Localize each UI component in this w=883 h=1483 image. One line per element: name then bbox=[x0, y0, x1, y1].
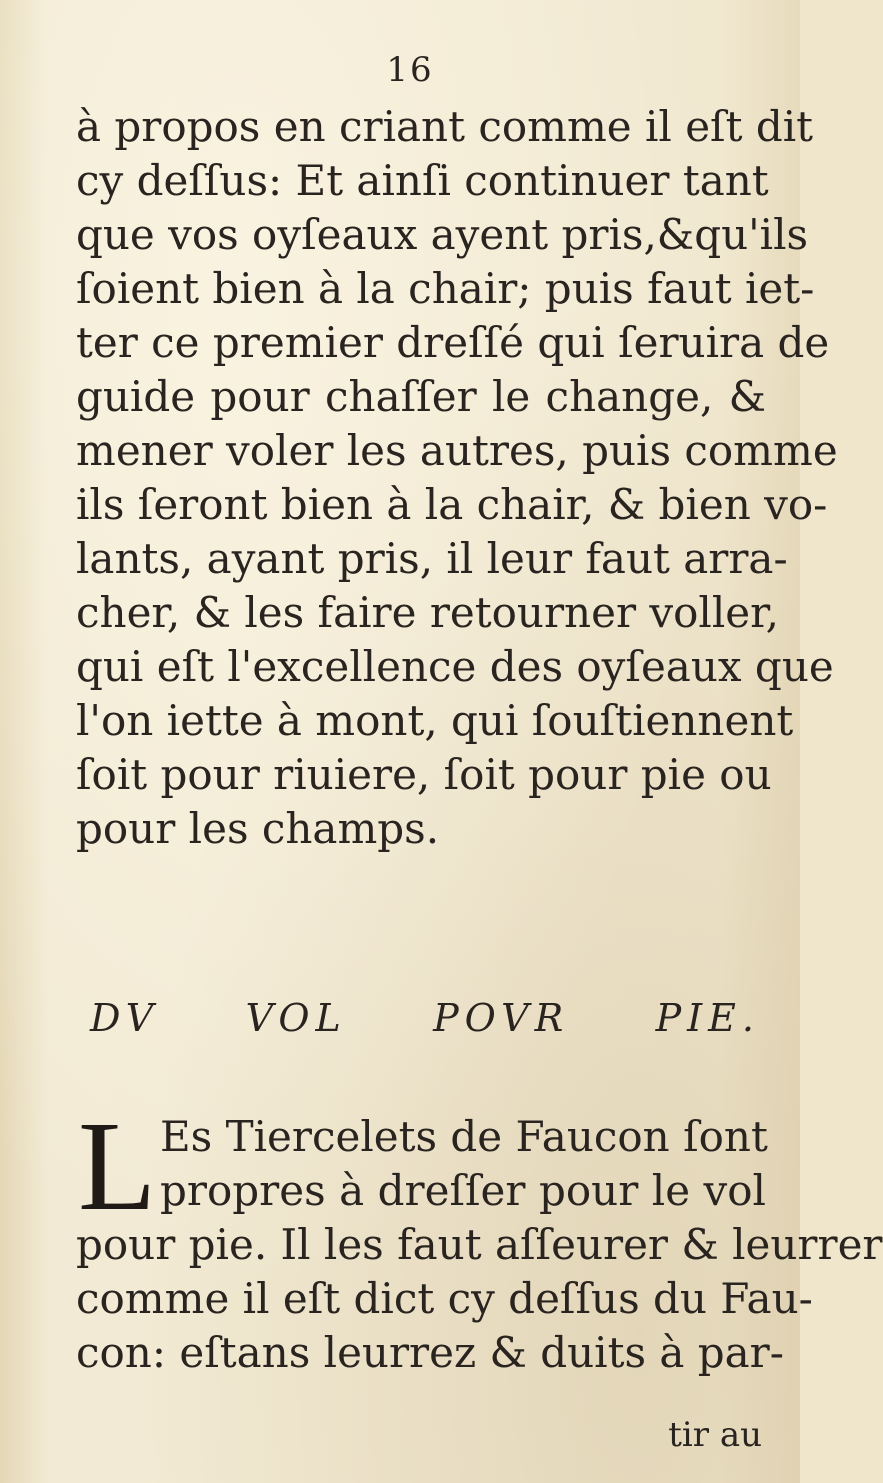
text-line: lants, ayant pris, il leur faut arra- bbox=[76, 534, 788, 583]
drop-cap: L bbox=[78, 1095, 157, 1237]
text-line: guide pour chaſſer le change, & bbox=[76, 372, 766, 421]
text-line: comme il eſt dict cy deſſus du Fau- bbox=[76, 1274, 813, 1323]
text-line: qui eſt l'excellence des oyſeaux que bbox=[76, 642, 834, 691]
text-line: ſoient bien à la chair; puis faut iet- bbox=[76, 264, 815, 313]
text-line: cher, & les faire retourner voller, bbox=[76, 588, 779, 637]
paragraph-falcon-training bbox=[76, 100, 838, 856]
page-number: 16 bbox=[386, 50, 434, 90]
text-line: l'on iette à mont, qui ſouſtiennent bbox=[76, 696, 794, 745]
text-line: ils ſeront bien à la chair, & bien vo- bbox=[76, 480, 828, 529]
text-line: pour pie. Il les faut aſſeurer & leurrer bbox=[76, 1220, 883, 1269]
text-line: à propos en criant comme il eſt dit bbox=[76, 102, 814, 151]
heading-word: POVR bbox=[433, 996, 570, 1040]
text-line: Es Tiercelets de Faucon ſont bbox=[160, 1112, 768, 1161]
text-line: pour les champs. bbox=[76, 804, 440, 853]
text-line: cy deſſus: Et ainſi continuer tant bbox=[76, 156, 769, 205]
text-line: mener voler les autres, puis comme bbox=[76, 426, 838, 475]
text-line: ſoit pour riuiere, ſoit pour pie ou bbox=[76, 750, 772, 799]
section-heading bbox=[90, 996, 760, 1040]
paragraph-tiercelets-indented bbox=[160, 1110, 766, 1218]
catchword: tir au bbox=[668, 1415, 762, 1455]
text-line: ter ce premier dreſſé qui ſeruira de bbox=[76, 318, 830, 367]
heading-word: VOL bbox=[245, 996, 347, 1040]
text-line: propres à dreſſer pour le vol bbox=[160, 1166, 766, 1215]
heading-word: DV bbox=[90, 996, 160, 1040]
text-line: con: eſtans leurrez & duits à par- bbox=[76, 1328, 784, 1377]
paragraph-tiercelets bbox=[76, 1218, 883, 1380]
heading-word: PIE. bbox=[655, 996, 760, 1040]
text-line: que vos oyſeaux ayent pris,&qu'ils bbox=[76, 210, 809, 259]
